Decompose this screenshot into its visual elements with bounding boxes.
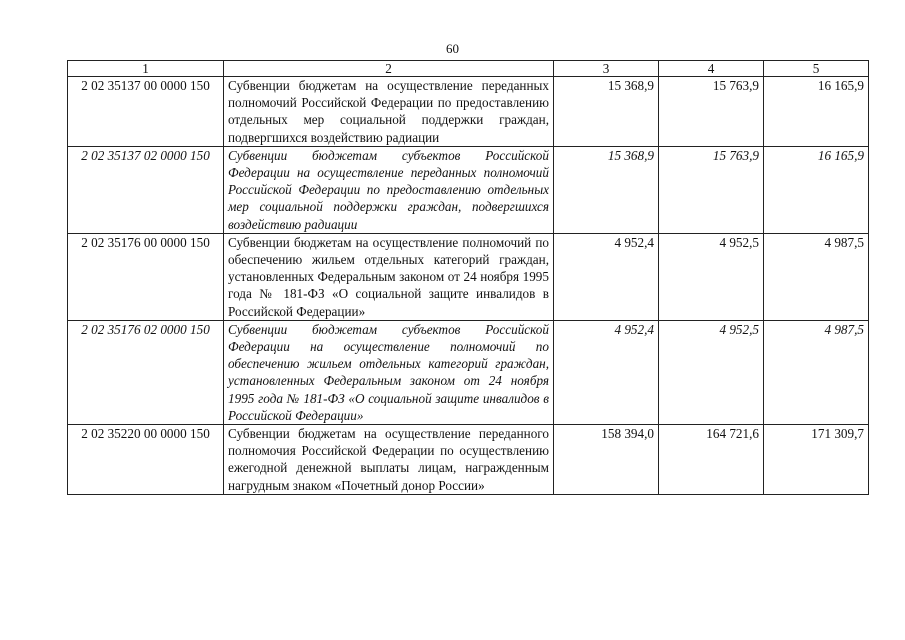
column-header-year2: 4 — [659, 61, 764, 77]
row-value-year1: 158 394,0 — [554, 425, 659, 495]
row-name: Субвенции бюджетам на осуществление переданного полномочия Российской Федерации по осуществлению ежегодной денежной выплаты лицам, награжденным нагрудным знаком «Почетный донор России» — [224, 425, 554, 495]
table-row — [68, 233, 869, 320]
table-row — [68, 146, 869, 233]
column-header-code: 1 — [68, 61, 224, 77]
row-value-year1: 15 368,9 — [554, 77, 659, 147]
page-number: 60 — [446, 41, 459, 56]
row-value-year3: 16 165,9 — [764, 146, 869, 233]
row-name: Субвенции бюджетам субъектов Российской Федерации на осуществление переданных полномочий Российской Федерации по предоставлению отдельных мер социальной поддержки граждан, подвергшихся воздействию радиации — [224, 146, 554, 233]
column-header-year1: 3 — [554, 61, 659, 77]
column-header-year3: 5 — [764, 61, 869, 77]
row-value-year1: 15 368,9 — [554, 146, 659, 233]
row-value-year2: 15 763,9 — [659, 146, 764, 233]
row-value-year3: 171 309,7 — [764, 425, 869, 495]
column-header-name: 2 — [224, 61, 554, 77]
row-name: Субвенции бюджетам на осуществление полномочий по обеспечению жильем отдельных категорий граждан, установленных Федеральным законом от 24 ноября 1995 года № 181-ФЗ «О социальной защите инвалидов в Российской Федерации» — [224, 233, 554, 320]
budget-table — [67, 60, 869, 495]
table-row — [68, 77, 869, 147]
table-row — [68, 320, 869, 424]
row-value-year2: 15 763,9 — [659, 77, 764, 147]
row-value-year3: 4 987,5 — [764, 320, 869, 424]
row-code: 2 02 35176 00 0000 150 — [68, 233, 224, 320]
row-value-year2: 4 952,5 — [659, 233, 764, 320]
row-value-year1: 4 952,4 — [554, 233, 659, 320]
row-value-year2: 164 721,6 — [659, 425, 764, 495]
row-name: Субвенции бюджетам субъектов Российской Федерации на осуществление полномочий по обеспечению жильем отдельных категорий граждан, установленных Федеральным законом от 24 ноября 1995 года № 181-ФЗ «О социальной защите инвалидов в Российской Федерации» — [224, 320, 554, 424]
table-row — [68, 425, 869, 495]
row-code: 2 02 35137 00 0000 150 — [68, 77, 224, 147]
row-value-year3: 16 165,9 — [764, 77, 869, 147]
row-name: Субвенции бюджетам на осуществление переданных полномочий Российской Федерации по предоставлению отдельных мер социальной поддержки граждан, подвергшихся воздействию радиации — [224, 77, 554, 147]
table-header-row — [68, 61, 869, 77]
row-value-year1: 4 952,4 — [554, 320, 659, 424]
row-code: 2 02 35176 02 0000 150 — [68, 320, 224, 424]
row-code: 2 02 35137 02 0000 150 — [68, 146, 224, 233]
row-code: 2 02 35220 00 0000 150 — [68, 425, 224, 495]
row-value-year3: 4 987,5 — [764, 233, 869, 320]
row-value-year2: 4 952,5 — [659, 320, 764, 424]
